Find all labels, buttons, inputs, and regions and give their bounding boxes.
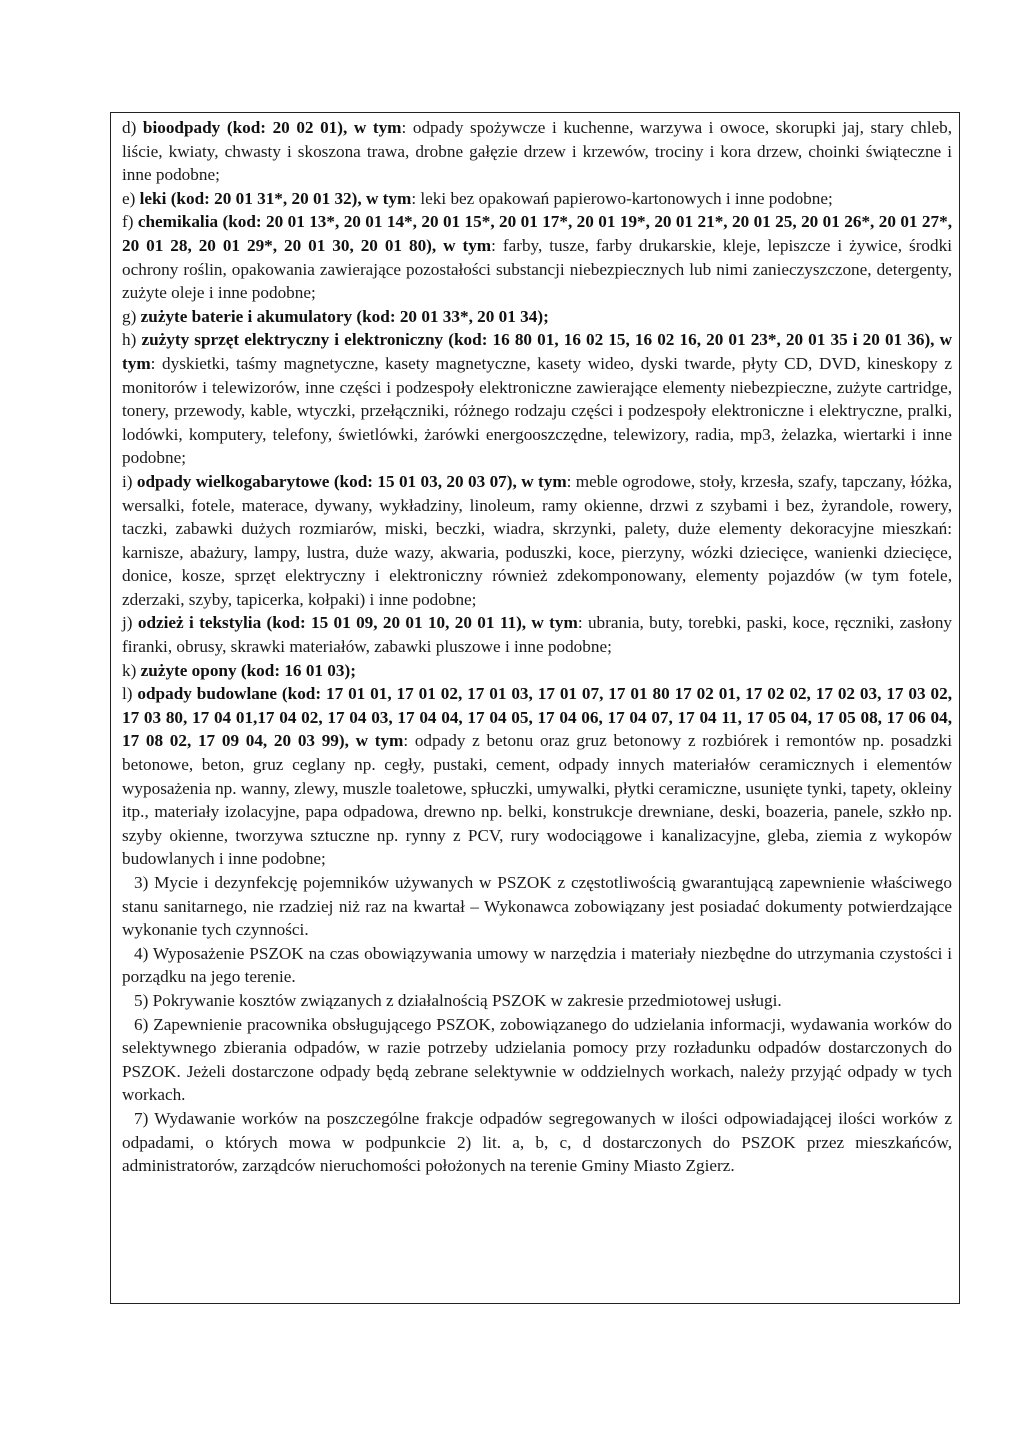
item-l-heading: odpady budowlane (kod: 17 01 01, 17 01 02, 17 01 03, 17 01 07, 17 01 80 17 02 01, 17 02 02, 17 02 03, 17 03 02, 17 03 80, 17 04 01,17 04 02, 17 04 03, 17 04 04, 17 04 05, 17 04 06, 17 04 07, 17 04 11, 17 05 04, 17 05 08, 17 06 04, 17 08 02, 17 09 04, 20 03 99), w tym [122, 684, 952, 751]
item-j-text: : ubrania, buty, torebki, paski, koce, ręczniki, zasłony firanki, obrusy, skrawki materiałów, zabawki pluszowe i inne podobne; [122, 613, 953, 657]
list-item-l: l) odpady budowlane (kod: 17 01 01, 17 01 02, 17 01 03, 17 01 07, 17 01 80 17 02 01, 17 02 02, 17 02 03, 17 03 02, 17 03 80, 17 04 01,17 04 02, 17 04 03, 17 04 04, 17 04 05, 17 04 06, 17 04 07, 17 04 11, 17 05 04, 17 05 08, 17 06 04, 17 08 02, 17 09 04, 20 03 99), w tym: odpady z betonu oraz gruz betonowy z rozbiórek i remontów np. posadzki betonowe, beton, gruz ceglany np. cegły, pustaki, cement, odpady innych materiałów ceramicznych i elementów wyposażenia np. wanny, zlewy, muszle toaletowe, spłuczki, umywalki, płytki ceramiczne, usunięte tynki, tapety, okleiny itp., materiały izolacyjne, papa odpadowa, drewno np. belki, konstrukcje drewniane, deski, boazeria, panele, szkło np. szyby okienne, tworzywa sztuczne np. rynny z PCV, rury wodociągowe i kanalizacyjne, gleba, ziemia z wykopów budowlanych i inne podobne; [122, 684, 953, 869]
paragraph-3: 3) Mycie i dezynfekcję pojemników używanych w PSZOK z częstotliwością gwarantującą zapewnienie właściwego stanu sanitarnego, nie rzadziej niż raz na kwartał – Wykonawca zobowiązany jest posiadać dokumenty potwierdzające wykonanie tych czynności. [122, 873, 952, 940]
item-f-text: : farby, tusze, farby drukarskie, kleje, lepiszcze i żywice, środki ochrony roślin, opakowania zawierające pozostałości substancji niebezpiecznych lub nimi zanieczyszczone, detergenty, zużyte oleje i inne podobne; [122, 235, 952, 303]
item-d-heading: bioodpady (kod: 20 02 01), w tym [142, 118, 402, 137]
list-item-g: g) zużyte baterie i akumulatory (kod: 20 01 33*, 20 01 34); [122, 306, 549, 326]
list-item-h: h) zużyty sprzęt elektryczny i elektroniczny (kod: 16 80 01, 16 02 15, 16 02 16, 20 01 23*, 20 01 35 i 20 01 36), w tym: dyskietki, taśmy magnetyczne, kasety magnetyczne, kasety wideo, dyski twarde, płyty CD, DVD, kineskopy z monitorów i telewizorów, inne części i podzespoły elektroniczne zawierające elementy niebezpieczne, zużyte cartridge, tonery, przewody, kable, wtyczki, przełączniki, różnego rodzaju części i podzespoły elektroniczne i elektryczne, pralki, lodówki, komputery, telefony, świetlówki, żarówki energooszczędne, telewizory, radia, mp3, żelazka, wiertarki i inne podobne; [122, 330, 952, 468]
item-i-heading: odpady wielkogabarytowe (kod: 15 01 03, 20 03 07), w tym [136, 471, 567, 491]
item-e-text: : leki bez opakowań papierowo-kartonowych i inne podobne; [411, 188, 833, 208]
list-item-k: k) zużyte opony (kod: 16 01 03); [122, 660, 356, 680]
list-item-f: f) chemikalia (kod: 20 01 13*, 20 01 14*, 20 01 15*, 20 01 17*, 20 01 19*, 20 01 21*, 20 01 25, 20 01 26*, 20 01 27*, 20 01 28, 20 01 29*, 20 01 30, 20 01 80), w tym: farby, tusze, farby drukarskie, kleje, lepiszcze i żywice, środki ochrony roślin, opakowania zawierające pozostałości substancji niebezpiecznych lub nimi zanieczyszczone, detergenty, zużyte oleje i inne podobne; [122, 212, 952, 303]
item-l-text: : odpady z betonu oraz gruz betonowy z rozbiórek i remontów np. posadzki betonowe, beton, gruz ceglany np. cegły, pustaki, cement, odpady innych materiałów ceramicznych i elementów wyposażenia np. wanny, zlewy, muszle toaletowe, spłuczki, umywalki, płytki ceramiczne, usunięte tynki, tapety, okleiny itp., materiały izolacyjne, papa odpadowa, drewno np. belki, konstrukcje drewniane, deski, boazeria, panele, szkło np. szyby okienne, tworzywa sztuczne np. rynny z PCV, rury wodociągowe i kanalizacyjne, gleba, ziemia z wykopów budowlanych i inne podobne; [122, 731, 953, 869]
item-h-heading: zużyty sprzęt elektryczny i elektroniczny (kod: 16 80 01, 16 02 15, 16 02 16, 20 01 23*, 20 01 35 i 20 01 36), w tym [122, 330, 952, 373]
paragraph-6: 6) Zapewnienie pracownika obsługującego PSZOK, zobowiązanego do udzielania informacji, wydawania worków do selektywnego zbierania odpadów, w razie potrzeby udzielania pomocy przy rozładunku odpadów dostarczonych do PSZOK. Jeżeli dostarczone odpady będą zebrane selektywnie w oddzielnych workach, należy przyjąć odpady w tych workach. [122, 1014, 952, 1105]
item-d-text: : odpady spożywcze i kuchenne, warzywa i owoce, skorupki jaj, stary chleb, liście, kwiaty, chwasty i skoszona trawa, drobne gałęzie drzew i krzewów, trociny i kora drzew, choinki świąteczne i inne podobne; [122, 118, 952, 185]
paragraph-7: 7) Wydawanie worków na poszczególne frakcje odpadów segregowanych w ilości odpowiadającej ilości worków z odpadami, o których mowa w podpunkcie 2) lit. a, b, c, d dostarczonych do PSZOK przez mieszkańców, administratorów, zarządców nieruchomości położonych na terenie Gminy Miasto Zgierz. [122, 1108, 952, 1176]
content-frame [110, 112, 960, 1304]
list-item-i: i) odpady wielkogabarytowe (kod: 15 01 03, 20 03 07), w tym: meble ogrodowe, stoły, krzesła, szafy, tapczany, łóżka, wersalki, fotele, materace, dywany, wykładziny, linoleum, ramy okienne, drzwi z szybami i bez, żyrandole, rowery, taczki, zabawki dużych rozmiarów, miski, beczki, wiadra, skrzynki, palety, duże elementy dekoracyjne mieszkań: karnisze, abażury, lampy, lustra, duże wazy, akwaria, poduszki, koce, pierzyny, wózki dziecięce, wanienki dziecięce, donice, kosze, sprzęt elektryczny i elektroniczny również zdekomponowany, elementy pojazdów (w tym fotele, zderzaki, szyby, tapicerka, kołpaki) i inne podobne; [122, 471, 952, 609]
item-k-heading: zużyte opony (kod: 16 01 03); [140, 660, 356, 680]
item-i-text: : meble ogrodowe, stoły, krzesła, szafy, tapczany, łóżka, wersalki, fotele, materace, dywany, wykładziny, linoleum, ramy okienne, drzwi z szybami i bez, żyrandole, rowery, taczki, zabawki dużych rozmiarów, miski, beczki, wiadra, skrzynki, palety, duże elementy dekoracyjne mieszkań: karnisze, abażury, lampy, lustra, duże wazy, akwaria, poduszki, koce, pierzyny, wózki dziecięce, wanienki dziecięce, donice, kosze, sprzęt elektryczny i elektroniczny również zdekomponowany, elementy pojazdów (w tym fotele, zderzaki, szyby, tapicerka, kołpaki) i inne podobne; [122, 471, 952, 609]
item-f-heading: chemikalia (kod: 20 01 13*, 20 01 14*, 20 01 15*, 20 01 17*, 20 01 19*, 20 01 21*, 20 01 25, 20 01 26*, 20 01 27*, 20 01 28, 20 01 29*, 20 01 30, 20 01 80), w tym [122, 212, 952, 255]
item-g-heading: zużyte baterie i akumulatory (kod: 20 01 33*, 20 01 34); [140, 306, 549, 326]
list-item-e: e) leki (kod: 20 01 31*, 20 01 32), w tym: leki bez opakowań papierowo-kartonowych i inne podobne; [122, 188, 833, 208]
item-h-text: : dyskietki, taśmy magnetyczne, kasety magnetyczne, kasety wideo, dyski twarde, płyty CD, DVD, kineskopy z monitorów i telewizorów, inne części i podzespoły elektroniczne zawierające elementy niebezpieczne, zużyte cartridge, tonery, przewody, kable, wtyczki, przełączniki, różnego rodzaju części i podzespoły elektroniczne i elektryczne, pralki, lodówki, komputery, telefony, świetlówki, żarówki energooszczędne, telewizory, radia, mp3, żelazka, wiertarki i inne podobne; [122, 353, 952, 468]
paragraph-4: 4) Wyposażenie PSZOK na czas obowiązywania umowy w narzędzia i materiały niezbędne do utrzymania czystości i porządku na jego terenie. [122, 943, 952, 987]
list-item-j: j) odzież i tekstylia (kod: 15 01 09, 20 01 10, 20 01 11), w tym: ubrania, buty, torebki, paski, koce, ręczniki, zasłony firanki, obrusy, skrawki materiałów, zabawki pluszowe i inne podobne; [122, 613, 953, 657]
list-item-d: d) bioodpady (kod: 20 02 01), w tym: odpady spożywcze i kuchenne, warzywa i owoce, skorupki jaj, stary chleb, liście, kwiaty, chwasty i skoszona trawa, drobne gałęzie drzew i krzewów, trociny i kora drzew, choinki świąteczne i inne podobne; [122, 118, 952, 185]
item-e-heading: leki (kod: 20 01 31*, 20 01 32), w tym [139, 188, 412, 208]
item-j-heading: odzież i tekstylia (kod: 15 01 09, 20 01 10, 20 01 11), w tym [137, 613, 578, 633]
paragraph-5: 5) Pokrywanie kosztów związanych z działalnością PSZOK w zakresie przedmiotowej usługi. [134, 990, 782, 1010]
